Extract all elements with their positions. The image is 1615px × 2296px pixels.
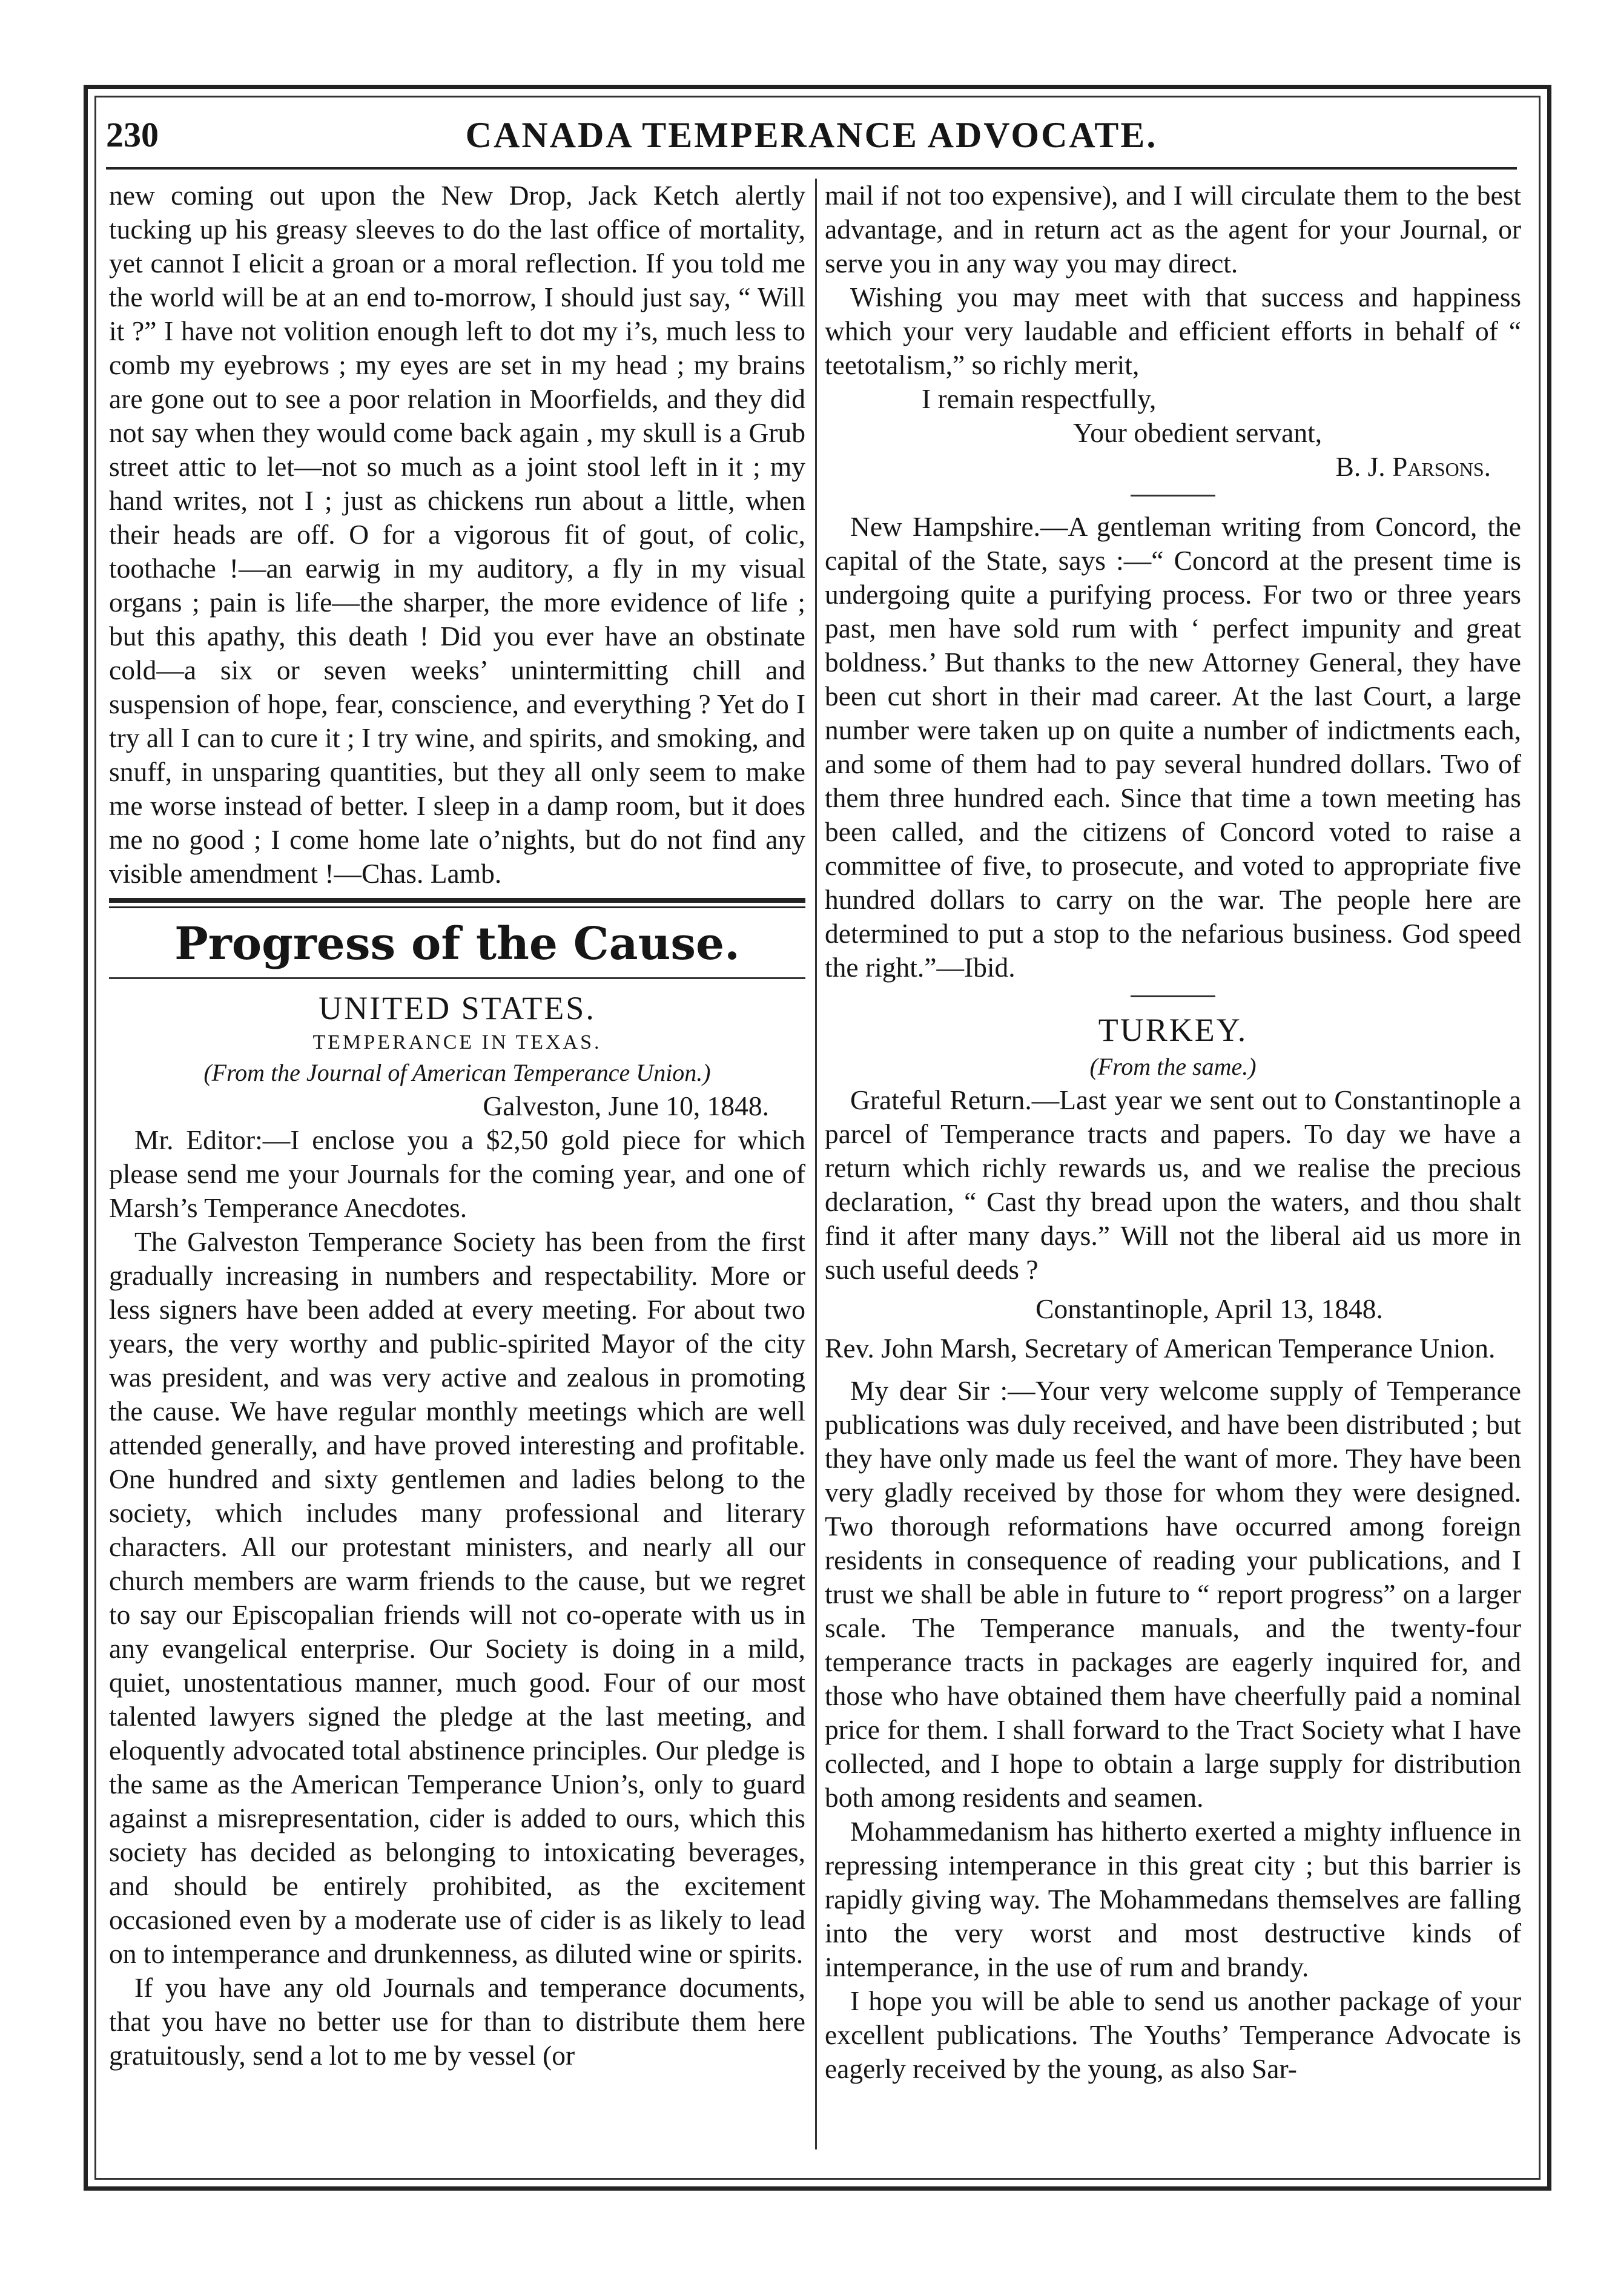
column-divider: [815, 179, 817, 2149]
letter-paragraph: I hope you will be able to send us another package of your excellent publications. The Youths’ Temperance Advocate is eagerly received by the young, as also Sar-: [825, 1985, 1521, 2084]
dateline-galveston: Galveston, June 10, 1848.: [483, 1090, 769, 1121]
left-column: [109, 179, 805, 2073]
signoff-line: I remain respectfully,: [922, 383, 1157, 414]
masthead: CANADA TEMPERANCE ADVOCATE.: [465, 115, 1158, 155]
addressee: Rev. John Marsh, Secretary of American Temperance Union.: [825, 1333, 1496, 1364]
section-rule-top: [109, 898, 805, 908]
source-line: (From the Journal of American Temperance Union.): [203, 1059, 711, 1086]
letter-paragraph: The Galveston Temperance Society has been from the first gradually increasing in numbers and respectability. More or less signers have been added at every meeting. For about two years, the very worthy and public-spirited Mayor of the city was president, and was very active and zealous in promoting the cause. We have regular monthly meetings which are well attended generally, and have proved interesting and profitable. One hundred and sixty gentlemen and ladies belong to the society, which includes many professional and literary characters. All our protestant ministers, and nearly all our church members are warm friends to the cause, but we regret to say our Episcopalian friends will not co-operate with us in any evangelical enterprise. Our Society is doing in a mild, quiet, unostentatious manner, much good. Four of our most talented lawyers signed the pledge at the last meeting, and eloquently advocated total abstinence principles. Our pledge is the same as the American Temperance Union’s, only to guard against a misrepresentation, cider is added to ours, which this society has decided as belonging to intoxicating beverages, and should be entirely prohibited, as the excitement occasioned even by a moderate use of cider is as likely to lead on to intemperance and drunkenness, as diluted wine or spirits.: [109, 1226, 805, 1969]
new-hampshire-item: New Hampshire.—A gentleman writing from Concord, the capital of the State, says :—“ Concord at the present time is undergoing quite a purifying process. For two or three years past, men have sold rum with ‘ perfect impunity and great boldness.’ But thanks to the new Attorney General, they have been cut short in their mad career. At the last Court, a large number were taken up on quite a number of indictments each, and some of them had to pay several hundred dollars. Two of them three hundred each. Since that time a town meeting has been called, and the citizens of Concord voted to raise a committee of five, to prosecute, and voted to appropriate five hundred dollars to carry on the war. The people here are determined to put a stop to the nefarious business. God speed the right.”—Ibid.: [825, 511, 1521, 983]
page-number: 230: [106, 115, 159, 154]
letter-paragraph: Mr. Editor:—I enclose you a $2,50 gold piece for which please send me your Journals for the coming year, and one of Marsh’s Temperance Anecdotes.: [109, 1124, 805, 1223]
header-rule: [106, 167, 1517, 170]
section-rule-bottom: [109, 977, 805, 979]
signoff-line: Your obedient servant,: [1073, 417, 1323, 448]
subheading-temperance-in-texas: TEMPERANCE IN TEXAS.: [312, 1031, 602, 1054]
source-line: (From the same.): [1089, 1053, 1257, 1080]
short-rule: [1131, 995, 1215, 997]
dateline-constantinople: Constantinople, April 13, 1848.: [1035, 1293, 1383, 1324]
region-heading-turkey: TURKEY.: [1098, 1012, 1248, 1048]
letter-paragraph: My dear Sir :—Your very welcome supply of Temperance publications was duly received, and have been distributed ; but they have only made us feel the want of more. They have been very gladly received by those for whom they were designed. Two thorough reformations have occurred among foreign residents in consequence of reading your publications, and I trust we shall be able in future to “ report progress” on a larger scale. The Temperance manuals, and the twenty-four temperance tracts in packages are eagerly inquired for, and those who have obtained them have cheerfully paid a nominal price for them. I shall forward to the Tract Society what I have collected, and I hope to obtain a large supply for distribution both among residents and seamen.: [825, 1375, 1521, 1813]
section-title: Progress of the Cause.: [174, 918, 740, 970]
closing-paragraph: Wishing you may meet with that success and happiness which your very laudable and efficient efforts in behalf of “ teetotalism,” so richly merit,: [825, 282, 1521, 380]
lamb-letter-ending: new coming out upon the New Drop, Jack Ketch alertly tucking up his greasy sleeves to do the last office of mortality, yet cannot I elicit a groan or a moral reflection. If you told me the world will be at an end to-morrow, I should just say, “ Will it ?” I have not volition enough left to dot my i’s, much less to comb my eyebrows ; my eyes are set in my head ; my brains are gone out to see a poor relation in Moorfields, and they did not say when they would come back again , my skull is a Grub street attic to let—not so much as a joint stool left in it ; my hand writes, not I ; just as chickens run about a little, when their heads are off. O for a vigorous fit of gout, of colic, toothache !—an earwig in my auditory, a fly in my visual organs ; pain is life—the sharper, the more evidence of life ; but this apathy, this death ! Did you ever have an obstinate cold—a six or seven weeks’ unintermitting chill and suspension of hope, fear, conscience, and everything ? Yet do I try all I can to cure it ; I try wine, and spirits, and smoking, and snuff, in unsparing quantities, but they all only seem to make me worse instead of better. I sleep in a damp room, but it does me no good ; I come home late o’nights, but do not find any visible amendment !—Chas. Lamb.: [109, 180, 805, 889]
short-rule: [1131, 495, 1215, 496]
grateful-return-item: Grateful Return.—Last year we sent out to Constantinople a parcel of Temperance tracts and papers. To day we have a return which richly rewards us, and we realise the precious declaration, “ Cast thy bread upon the waters, and thou shalt find it after many days.” Will not the liberal aid us more in such useful deeds ?: [825, 1084, 1521, 1285]
right-column: [825, 179, 1521, 2086]
region-heading-united-states: UNITED STATES.: [319, 990, 596, 1026]
page-header: [106, 108, 1517, 162]
letter-continuation: mail if not too expensive), and I will circulate them to the best advantage, and in return act as the agent for your Journal, or serve you in any way you may direct.: [825, 180, 1521, 279]
letter-paragraph: If you have any old Journals and temperance documents, that you have no better use for than to distribute them here gratuitously, send a lot to me by vessel (or: [109, 1972, 805, 2071]
signature: B. J. Parsons.: [1335, 451, 1491, 482]
letter-paragraph: Mohammedanism has hitherto exerted a mighty influence in repressing intemperance in this great city ; but this barrier is rapidly giving way. The Mohammedans themselves are falling into the very worst and most destructive kinds of intemperance, in the use of rum and brandy.: [825, 1816, 1521, 1982]
